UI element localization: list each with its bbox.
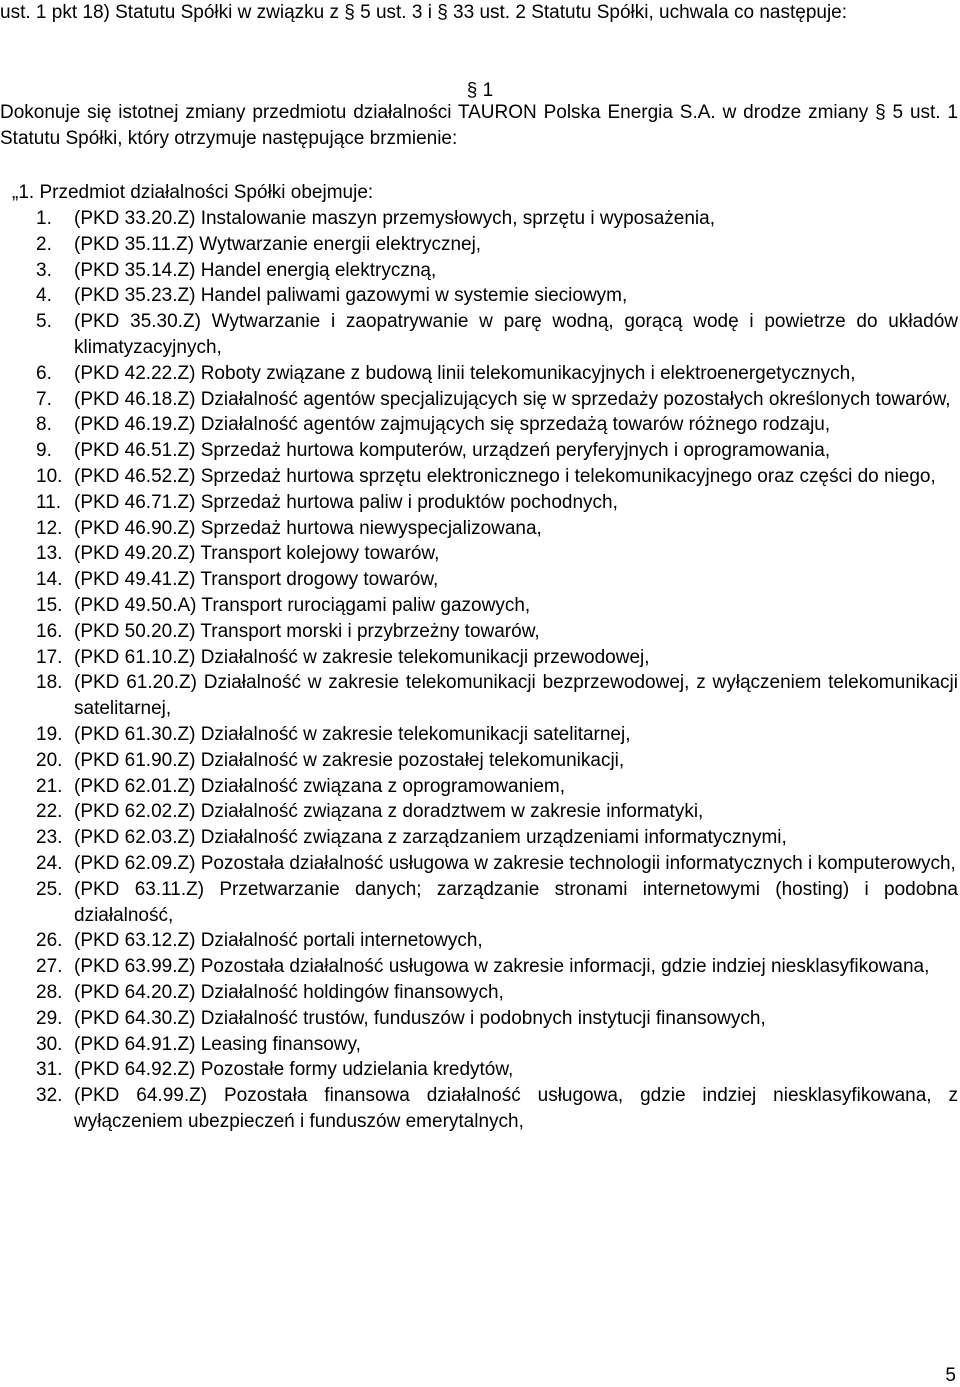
list-item-number: 17.: [36, 646, 63, 668]
list-item: [0, 928, 960, 954]
list-item: [0, 1006, 960, 1032]
list-item-number: 20.: [36, 749, 63, 771]
list-item-number: 10.: [36, 465, 63, 487]
list-item-number: 3.: [36, 259, 52, 281]
list-item: [0, 567, 960, 593]
list-item: [0, 541, 960, 567]
list-item-text: (PKD 62.03.Z) Działalność związana z zarządzaniem urządzeniami informatycznymi,: [74, 827, 787, 849]
list-item-number: 5.: [36, 311, 52, 333]
list-item-number: 28.: [36, 981, 63, 1003]
decision-paragraph: Dokonuje się istotnej zmiany przedmiotu działalności TAURON Polska Energia S.A. w drodze zmiany § 5 ust. 1 Statutu Spółki, który otrzymuje następujące brzmienie:: [0, 102, 958, 149]
list-item: [0, 361, 960, 387]
list-item: [0, 232, 960, 258]
list-item-text: (PKD 46.19.Z) Działalność agentów zajmujących się sprzedażą towarów różnego rodzaju,: [74, 414, 831, 436]
pkd-activity-list: [0, 206, 960, 1135]
list-item-number: 13.: [36, 543, 63, 565]
list-item-number: 27.: [36, 956, 63, 978]
list-item-text: (PKD 61.30.Z) Działalność w zakresie telekomunikacji satelitarnej,: [74, 723, 631, 745]
list-item-text: (PKD 46.71.Z) Sprzedaż hurtowa paliw i produktów pochodnych,: [74, 491, 618, 513]
list-item-text: (PKD 61.90.Z) Działalność w zakresie pozostałej telekomunikacji,: [74, 749, 625, 771]
scope-heading: „1. Przedmiot działalności Spółki obejmuje:: [12, 182, 374, 203]
list-item: [0, 799, 960, 825]
list-item-text: (PKD 42.22.Z) Roboty związane z budową linii telekomunikacyjnych i elektroenergetycznych,: [74, 362, 856, 384]
list-item-text: (PKD 49.20.Z) Transport kolejowy towarów,: [74, 543, 440, 565]
list-item-number: 19.: [36, 723, 63, 745]
list-item-number: 7.: [36, 388, 52, 410]
list-item-number: 16.: [36, 620, 63, 642]
list-item-number: 22.: [36, 801, 63, 823]
list-item-text: (PKD 46.51.Z) Sprzedaż hurtowa komputerów, urządzeń peryferyjnych i oprogramowania,: [74, 440, 831, 462]
list-item: [0, 438, 960, 464]
intro-paragraph: ust. 1 pkt 18) Statutu Spółki w związku z § 5 ust. 3 i § 33 ust. 2 Statutu Spółki, uchwala co następuje:: [0, 2, 848, 23]
list-item: [0, 748, 960, 774]
list-item-number: 18.: [36, 672, 63, 694]
list-item-text: (PKD 35.11.Z) Wytwarzanie energii elektrycznej,: [74, 233, 482, 255]
list-item: [0, 619, 960, 645]
list-item-number: 21.: [36, 775, 63, 797]
list-item: [0, 774, 960, 800]
list-item-text: (PKD 46.18.Z) Działalność agentów specjalizujących się w sprzedaży pozostałych określonych towarów,: [74, 388, 951, 410]
list-item: [0, 283, 960, 309]
list-item: [0, 1083, 960, 1135]
list-item-number: 1.: [36, 208, 52, 229]
list-item-number: 26.: [36, 930, 63, 952]
list-item-number: 24.: [36, 852, 63, 874]
list-item-text: (PKD 49.41.Z) Transport drogowy towarów,: [74, 569, 439, 591]
list-item-text: (PKD 49.50.A) Transport rurociągami paliw gazowych,: [74, 594, 531, 616]
list-item-number: 6.: [36, 362, 52, 384]
list-item: [0, 877, 960, 929]
list-item-number: 8.: [36, 414, 52, 436]
list-item: [0, 954, 960, 980]
list-item-number: 11.: [36, 491, 62, 513]
list-item-number: 25.: [36, 878, 63, 900]
section-heading: § 1: [466, 80, 494, 101]
list-item: [0, 593, 960, 619]
list-item: [0, 1032, 960, 1058]
list-item: [0, 1057, 960, 1083]
list-item-number: 4.: [36, 285, 52, 307]
list-item: [0, 412, 960, 438]
list-item-number: 15.: [36, 594, 63, 616]
list-item: [0, 851, 960, 877]
list-item-number: 23.: [36, 827, 63, 849]
list-item-text: (PKD 64.30.Z) Działalność trustów, funduszów i podobnych instytucji finansowych,: [74, 1007, 766, 1029]
list-item-number: 12.: [36, 517, 63, 539]
list-item: [0, 464, 960, 490]
list-item: [0, 670, 960, 722]
list-item: [0, 516, 960, 542]
page-number: 5: [945, 1365, 956, 1386]
list-item: [0, 980, 960, 1006]
list-item: [0, 722, 960, 748]
list-item-text: (PKD 50.20.Z) Transport morski i przybrzeżny towarów,: [74, 620, 540, 642]
list-item-text: (PKD 35.30.Z) Wytwarzanie i zaopatrywanie w parę wodną, gorącą wodę i powietrze do układów klimatyzacyjnych,: [74, 311, 958, 358]
list-item-text: (PKD 35.23.Z) Handel paliwami gazowymi w systemie sieciowym,: [74, 285, 628, 307]
list-item: [0, 645, 960, 671]
list-item-number: 14.: [36, 569, 63, 591]
list-item-number: 30.: [36, 1033, 63, 1055]
list-item-text: (PKD 46.90.Z) Sprzedaż hurtowa niewyspecjalizowana,: [74, 517, 542, 539]
list-item-text: (PKD 64.99.Z) Pozostała finansowa działalność usługowa, gdzie indziej niesklasyfikowana, z wyłączeniem ubezpieczeń i funduszów emerytalnych,: [74, 1085, 958, 1132]
list-item-text: (PKD 64.92.Z) Pozostałe formy udzielania kredytów,: [74, 1059, 514, 1081]
list-item-text: (PKD 62.02.Z) Działalność związana z doradztwem w zakresie informatyki,: [74, 801, 704, 823]
list-item-text: (PKD 63.99.Z) Pozostała działalność usługowa w zakresie informacji, gdzie indziej niesklasyfikowana,: [74, 956, 930, 978]
list-item-text: (PKD 63.12.Z) Działalność portali internetowych,: [74, 930, 483, 952]
list-item: [0, 309, 960, 361]
list-item-number: 32.: [36, 1085, 63, 1107]
list-item-number: 29.: [36, 1007, 63, 1029]
list-item-text: (PKD 63.11.Z) Przetwarzanie danych; zarządzanie stronami internetowymi (hosting) i podobna działalność,: [74, 878, 958, 926]
list-item-text: (PKD 62.09.Z) Pozostała działalność usługowa w zakresie technologii informatycznych i komputerowych,: [74, 852, 956, 874]
list-item-text: (PKD 33.20.Z) Instalowanie maszyn przemysłowych, sprzętu i wyposażenia,: [74, 208, 715, 229]
list-item: [0, 490, 960, 516]
list-item: [0, 387, 960, 413]
list-item: [0, 825, 960, 851]
list-item: [0, 258, 960, 284]
list-item-number: 2.: [36, 233, 52, 255]
list-item-text: (PKD 64.91.Z) Leasing finansowy,: [74, 1033, 361, 1055]
list-item-text: (PKD 46.52.Z) Sprzedaż hurtowa sprzętu elektronicznego i telekomunikacyjnego oraz części do niego,: [74, 465, 936, 487]
list-item-text: (PKD 64.20.Z) Działalność holdingów finansowych,: [74, 981, 504, 1003]
list-item-text: (PKD 61.10.Z) Działalność w zakresie telekomunikacji przewodowej,: [74, 646, 650, 668]
list-item-text: (PKD 61.20.Z) Działalność w zakresie telekomunikacji bezprzewodowej, z wyłączeniem telekomunikacji satelitarnej,: [74, 672, 958, 720]
list-item-number: 31.: [36, 1059, 63, 1081]
list-item-text: (PKD 35.14.Z) Handel energią elektryczną,: [74, 259, 437, 281]
list-item-text: (PKD 62.01.Z) Działalność związana z oprogramowaniem,: [74, 775, 566, 797]
list-item-number: 9.: [36, 440, 52, 462]
list-item: [0, 206, 960, 232]
